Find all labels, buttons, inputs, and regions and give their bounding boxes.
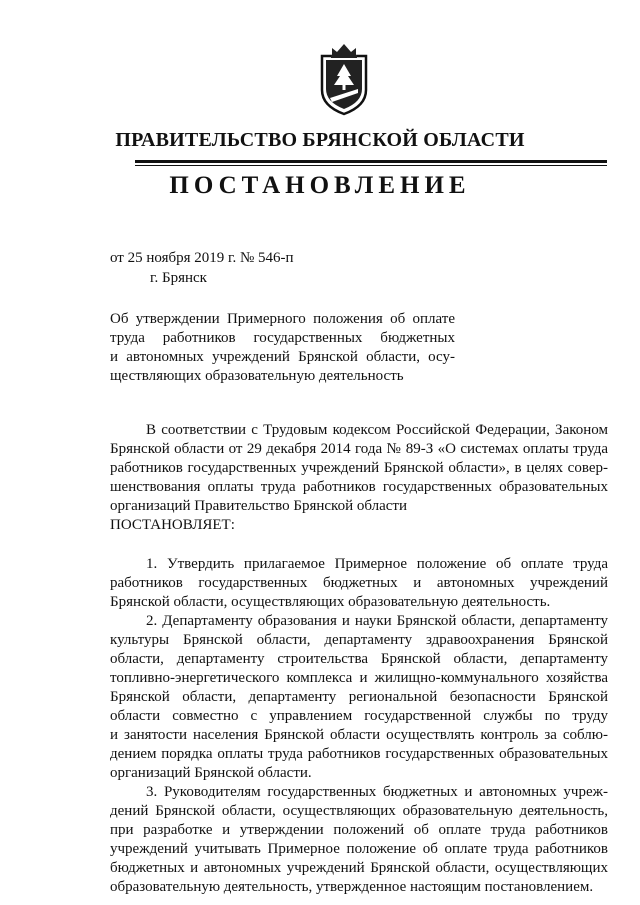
paragraph-gap [110,535,608,555]
item-line: и занятости населения Брянской области осуществлять контроль за соблю- [110,727,608,743]
document-date-number: от 25 ноября 2019 г. № 546-п [110,250,294,266]
bryansk-coat-of-arms-icon [318,38,370,116]
item-line: дений Брянской области, осуществляющих образовательную деятельность, [110,803,608,819]
item-line: работников государственных бюджетных и автономных учреждений [110,575,608,591]
item-2 [110,612,608,783]
preamble-line: организаций Правительство Брянской области [110,498,408,514]
item-line: бюджетных и автономных учреждений Брянской области, осуществляющих [110,860,608,876]
item-line: области, департаменту строительства Брянской области, департаменту [110,651,608,667]
preamble-paragraph [110,421,608,535]
preamble-line: шенствования оплаты труда работников государственных образовательных [110,479,608,495]
item-line: 1. Утвердить прилагаемое Примерное положение об оплате труда [146,556,608,572]
resolves-keyword: ПОСТАНОВЛЯЕТ: [110,517,235,533]
document-body [110,421,608,897]
item-1 [110,555,608,612]
preamble-line: работников государственных учреждений Брянской области», в целях совер- [110,460,608,476]
item-line: организаций Брянской области. [110,765,312,781]
item-line: 2. Департаменту образования и науки Брянской области, департаменту [146,613,608,629]
item-3 [110,783,608,897]
government-name: ПРАВИТЕЛЬСТВО БРЯНСКОЙ ОБЛАСТИ [115,129,525,151]
preamble-line: Брянской области от 29 декабря 2014 года № 89-З «О системах оплаты труда [110,441,608,457]
item-line: 3. Руководителям государственных бюджетных и автономных учреж- [146,784,608,800]
subject-line: ществляющих образовательную деятельность [110,368,404,384]
item-line: Брянской области, осуществляющих образовательную деятельность. [110,594,551,610]
item-line: учреждений учитывать Примерное положение об оплате труда работников [110,841,608,857]
item-line: образовательную деятельность, утвержденное настоящим постановлением. [110,879,594,895]
header-divider-thick [135,160,607,163]
document-type-title: ПОСТАНОВЛЕНИЕ [169,172,471,199]
preamble-line: В соответствии с Трудовым кодексом Российской Федерации, Законом [146,422,608,438]
subject-line: труда работников государственных бюджетных [110,330,455,346]
subject-line: и автономных учреждений Брянской области, осу- [110,349,455,365]
item-line: Брянской области, департаменту региональной безопасности Брянской [110,689,608,705]
header-divider-thin [135,165,607,166]
item-line: культуры Брянской области, департаменту здравоохранения Брянской [110,632,608,648]
item-line: при разработке и утверждении положений об оплате труда работников [110,822,608,838]
document-city: г. Брянск [150,270,207,286]
document-subject [110,310,455,386]
item-line: области совместно с управлением государственной службы по труду [110,708,608,724]
item-line: дением порядка оплаты труда работников государственных образовательных [110,746,608,762]
item-line: топливно-энергетического комплекса и жилищно-коммунального хозяйства [110,670,608,686]
subject-line: Об утверждении Примерного положения об оплате [110,311,455,327]
